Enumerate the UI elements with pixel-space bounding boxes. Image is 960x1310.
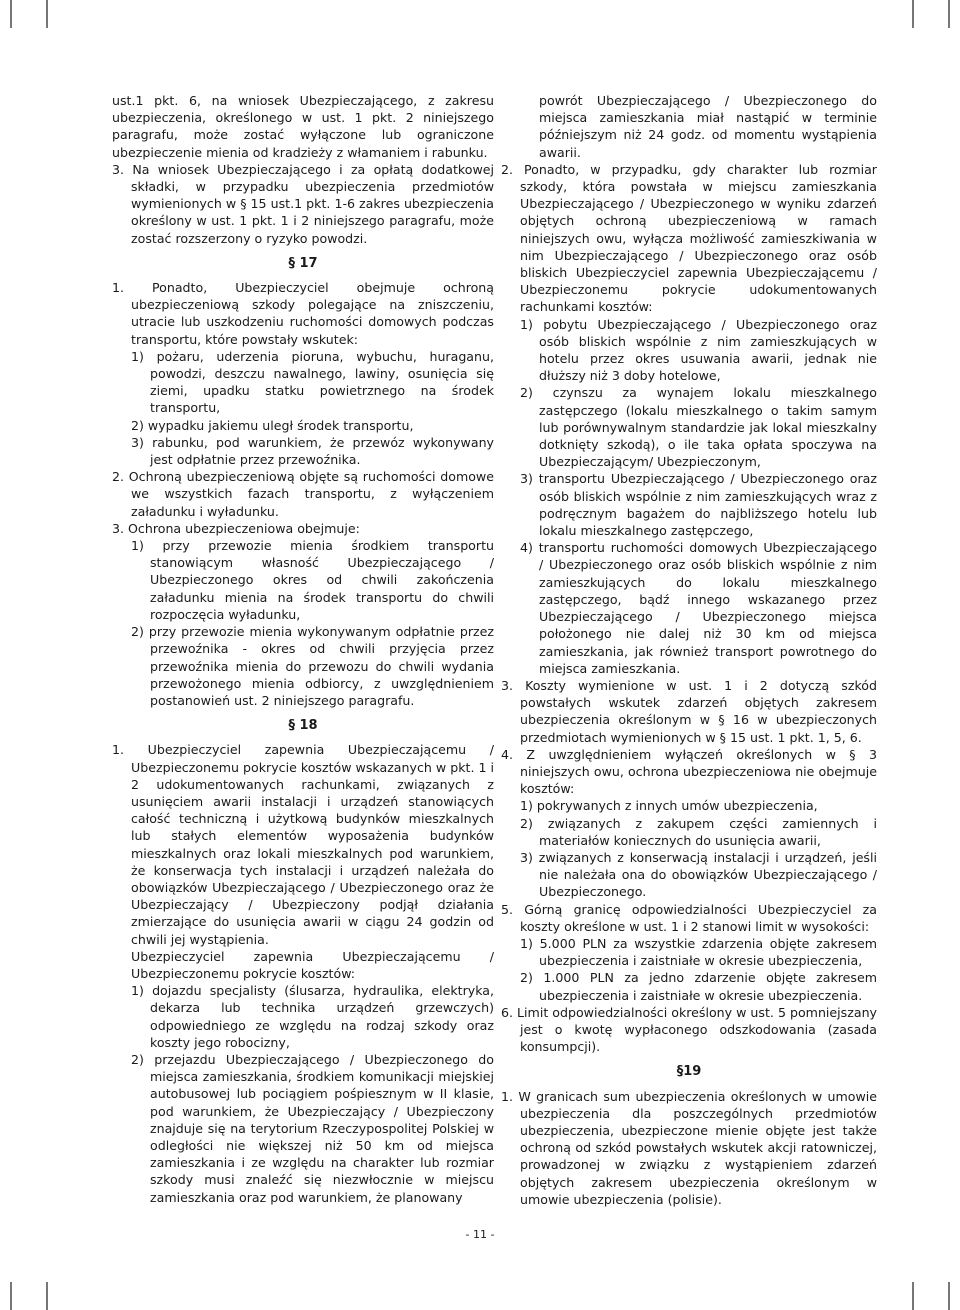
section-heading: § 17: [288, 255, 318, 271]
numbered-item: 1. W granicach sum ubezpieczenia określonych w umowie ubezpieczenia dla poszczególnych przedmiotów ubezpieczenia, ubezpieczone mienie objęte jest także ochroną od szkód powstałych wskutek akcji ratowniczej, prowadzonej w związku z wystąpieniem zdarzeń objętych zakresem ubezpieczenia określonym w umowie ubezpieczenia (polisie).: [501, 1088, 877, 1207]
numbered-item: 3. Na wniosek Ubezpieczającego i za opłatą dodatkowej składki, w przypadku ubezpieczenia przedmiotów wymienionych w § 15 ust.1 pkt. 1-6 zakres ubezpieczenia określony w ust. 1 pkt. 1 i 2 niniejszego paragrafu, może zostać rozszerzony o ryzyko powodzi.: [112, 161, 494, 246]
sub-item: 3) rabunku, pod warunkiem, że przewóz wykonywany jest odpłatnie przez przewoźnika.: [131, 434, 494, 468]
sub-item: 3) transportu Ubezpieczającego / Ubezpieczonego oraz osób bliskich wspólnie z nim zamieszkujących wraz z podręcznym bagażem do najbliższego hotelu lub lokalu mieszkalnego zastępczego,: [520, 471, 877, 539]
crop-mark-top-left: [10, 0, 12, 28]
crop-mark-bottom-right: [912, 1282, 914, 1310]
sub-item: 2) przy przewozie mienia wykonywanym odpłatnie przez przewoźnika - okres od chwili przyjęcia przez przewoźnika mienia do przewozu do chwili wydania przewożonego mienia odbiorcy, z uwzględnieniem postanowień ust. 2 niniejszego paragrafu.: [131, 624, 494, 708]
numbered-item: 2. Ochroną ubezpieczeniową objęte są ruchomości domowe we wszystkich fazach transportu, z wyłączeniem załadunku i wyładunku.: [112, 469, 494, 519]
paragraph: powrót Ubezpieczającego / Ubezpieczonego do miejsca zamieszkania miał nastąpić w terminie późniejszym niż 24 godz. od momentu wystąpienia awarii.: [539, 93, 877, 160]
sub-item: 1) pokrywanych z innych umów ubezpieczenia,: [520, 798, 818, 814]
sub-item: 1) pobytu Ubezpieczającego / Ubezpieczonego oraz osób bliskich wspólnie z nim zamieszkujących w hotelu przez okres usuwania awarii, jednak nie dłuższy niż 3 doby hotelowe,: [520, 316, 877, 384]
sub-item: 2) czynszu za wynajem lokalu mieszkalnego zastępczego (lokalu mieszkalnego o takim samym lub porównywalnym standardzie jak lokal mieszkalny dotknięty szkodą), o ile taka opłata spoczywa na Ubezpieczającym/ Ubezpieczonym,: [520, 385, 877, 470]
sub-item: 2) związanych z zakupem części zamiennych i materiałów koniecznych do usunięcia awarii,: [520, 815, 877, 848]
page-number: - 11 -: [465, 1228, 495, 1241]
crop-mark-bottom-left-2: [46, 1282, 48, 1310]
sub-item: 3) związanych z konserwacją instalacji i urządzeń, jeśli nie należała ona do obowiązków Ubezpieczającego / Ubezpieczonego.: [520, 849, 877, 900]
sub-item: 2) 1.000 PLN za jedno zdarzenie objęte zakresem ubezpieczenia i zaistniałe w okresie ubezpieczenia.: [520, 970, 877, 1003]
numbered-item: 3. Ochrona ubezpieczeniowa obejmuje:: [112, 520, 360, 536]
crop-mark-bottom-right-2: [948, 1282, 950, 1310]
left-column: [112, 92, 494, 1206]
section-heading: § 18: [288, 718, 318, 734]
crop-mark-top-right-2: [948, 0, 950, 28]
numbered-item: 6. Limit odpowiedzialności określony w ust. 5 pomniejszany jest o kwotę wypłaconego odszkodowania (zasada konsumpcji).: [501, 1004, 877, 1055]
crop-mark-top-right: [912, 0, 914, 28]
sub-item: 2) przejazdu Ubezpieczającego / Ubezpieczonego do miejsca zamieszkania, środkiem komunikacji miejskiej autobusowej lub pociągiem pośpiesznym w II klasie, pod warunkiem, że Ubezpieczający / Ubezpieczony znajduje się na terytorium Rzeczypospolitej Polskiej w odległości nie większej niż 50 km od miejsca zamieszkania i ze względu na charakter lub rozmiar szkody musi znaleźć się niezwłocznie w miejscu zamieszkania oraz pod warunkiem, że planowany: [131, 1051, 494, 1205]
sub-item: 1) 5.000 PLN za wszystkie zdarzenia objęte zakresem ubezpieczenia i zaistniałe w okresie ubezpieczenia,: [520, 935, 877, 969]
crop-mark-top-left-2: [46, 0, 48, 28]
numbered-item: 1. Ponadto, Ubezpieczyciel obejmuje ochroną ubezpieczeniową szkody polegające na zniszczeniu, utracie lub uszkodzeniu ruchomości domowych podczas transportu, które powstały wskutek:: [112, 280, 494, 347]
numbered-item: 3. Koszty wymienione w ust. 1 i 2 dotyczą szkód powstałych wskutek zdarzeń objętych zakresem ubezpieczenia określonym w § 16 w ubezpieczonych przedmiotach wymienionych w § 15 ust. 1 pkt. 1, 5, 6.: [501, 677, 877, 745]
section-heading: §19: [676, 1064, 702, 1080]
paragraph: ust.1 pkt. 6, na wniosek Ubezpieczającego, z zakresu ubezpieczenia, określonego w ust. 1 pkt. 2 niniejszego paragrafu, może zostać wyłączone lub ograniczone ubezpieczenie mienia od kradzieży z włamaniem i rabunku.: [112, 93, 494, 160]
sub-item: 1) przy przewozie mienia środkiem transportu stanowiącym własność Ubezpieczającego / Ubezpieczonego okres od chwili zakończenia załadunku mienia na środek transportu do chwili rozpoczęcia wyładunku,: [131, 538, 494, 622]
numbered-item: 4. Z uwzględnieniem wyłączeń określonych w § 3 niniejszych owu, ochrona ubezpieczeniowa nie obejmuje kosztów:: [501, 746, 877, 797]
numbered-item: 5. Górną granicę odpowiedzialności Ubezpieczyciel za koszty określone w ust. 1 i 2 stanowi limit w wysokości:: [501, 901, 877, 934]
right-column: [501, 92, 877, 1208]
paragraph: Ubezpieczyciel zapewnia Ubezpieczającemu / Ubezpieczonemu pokrycie kosztów:: [131, 948, 494, 981]
numbered-item: 1. Ubezpieczyciel zapewnia Ubezpieczającemu / Ubezpieczonemu pokrycie kosztów wskazanych w pkt. 1 i 2 udokumentowanych rachunkami, związanych z usunięciem awarii instalacji i urządzeń stanowiących całość techniczną i użytkową budynków mieszkalnych lub stałych elementów wyposażenia budynków mieszkalnych oraz lokali mieszkalnych pod warunkiem, że konserwacja tych instalacji i urządzeń należała do obowiązków Ubezpieczającego / Ubezpieczonego oraz że Ubezpieczający / Ubezpieczony podjął działania zmierzające do usunięcia awarii w ciągu 24 godzin od chwili jej wystąpienia.: [112, 742, 494, 947]
numbered-item: 2. Ponadto, w przypadku, gdy charakter lub rozmiar szkody, która powstała w miejscu zamieszkania Ubezpieczającego / Ubezpieczonego w wyniku zdarzeń objętych ochroną ubezpieczeniową w ramach niniejszych owu, wyłącza możliwość zamieszkiwania w nim Ubezpieczającego / Ubezpieczonego oraz osób bliskich Ubezpieczyciel zapewnia Ubezpieczającemu / Ubezpieczonemu pokrycie udokumentowanych rachunkami kosztów:: [501, 161, 877, 315]
crop-mark-bottom-left: [10, 1282, 12, 1310]
sub-item: 1) pożaru, uderzenia pioruna, wybuchu, huraganu, powodzi, deszczu nawalnego, lawiny, osunięcia się ziemi, upadku statku powietrznego na środek transportu,: [131, 348, 494, 416]
sub-item: 2) wypadku jakiemu uległ środek transportu,: [131, 417, 414, 433]
sub-item: 1) dojazdu specjalisty (ślusarza, hydraulika, elektryka, dekarza lub technika urządzeń grzewczych) odpowiedniego ze względu na rodzaj szkody oraz koszty jego robocizny,: [131, 983, 494, 1050]
sub-item: 4) transportu ruchomości domowych Ubezpieczającego / Ubezpieczonego oraz osób bliskich wspólnie z nim zamieszkujących do lokalu mieszkalnego zastępczego, bądź innego wskazanego przez Ubezpieczającego / Ubezpieczonego miejsca położonego nie dalej niż 30 km od miejsca zamieszkania, jak również transport powrotnego do miejsca zamieszkania.: [520, 540, 877, 676]
